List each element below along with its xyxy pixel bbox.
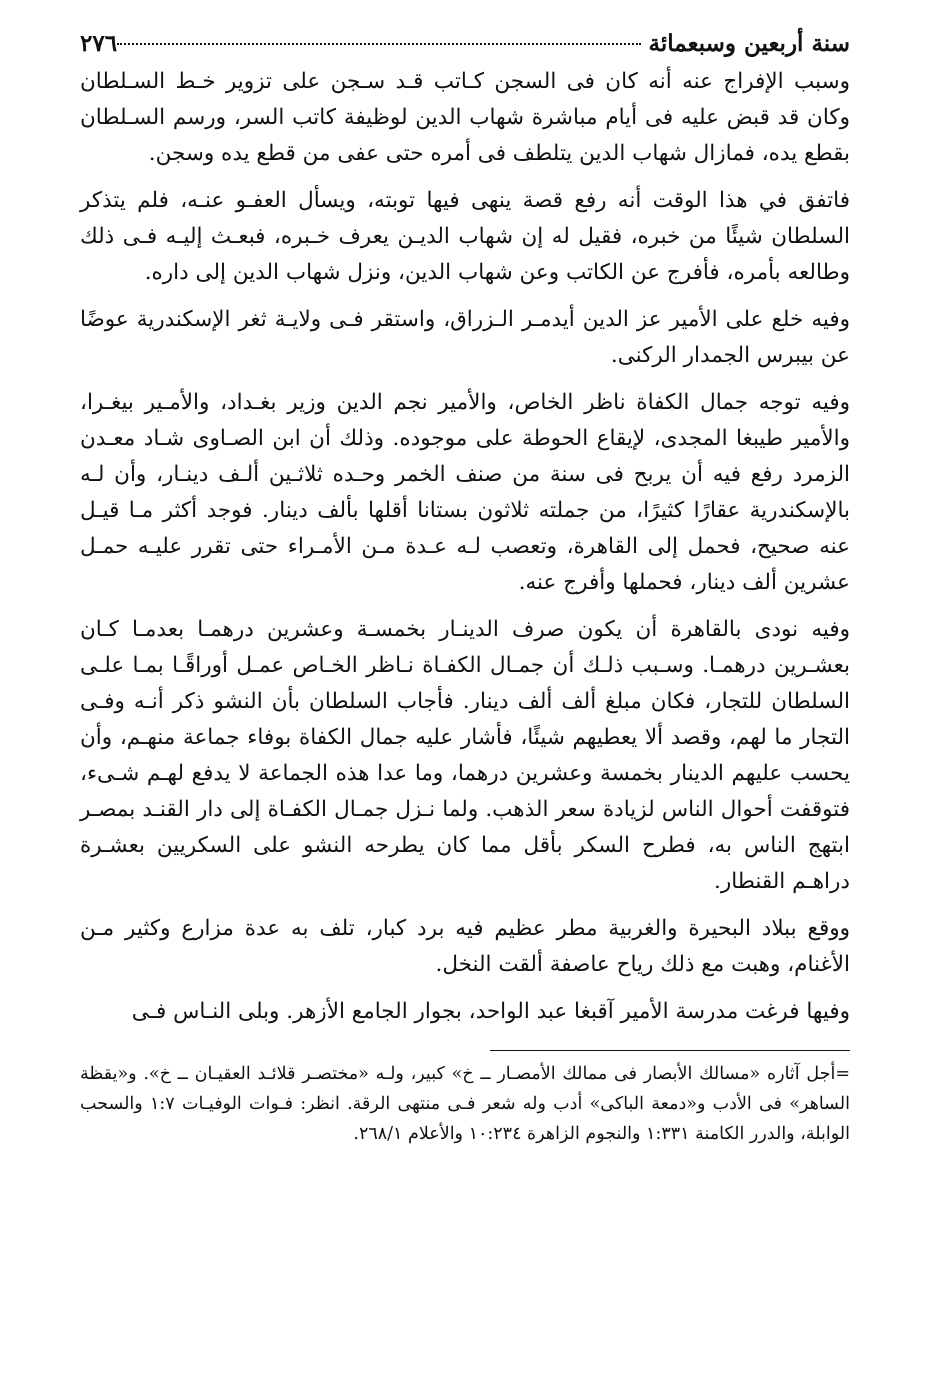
- leader-dots: [117, 42, 640, 45]
- paragraph: وفيه توجه جمال الكفاة ناظر الخاص، والأمير نجم الدين وزير بغـداد، والأمـير بيغـرا، والأمير طيبغا المجدى، لإيقاع الحوطة على موجوده. وذلك أن ابن الصـاوى شـاد معـدن الزمرد رفع فيه أن يربح فى سنة من صنف الخمر وحـده ثلاثـين ألـف دينـار، وأن لـه بالإسكندرية عقارًا كثيرًا، من جملته ثلاثون بستانا أقلها بألف دينار. فوجد أكثر مـا قيـل عنه صحيح، فحمل إلى القاهرة، وتعصب لـه عـدة مـن الأمـراء حتى تقرر عليـه حمـل عشرين ألف دينار، فحملها وأفرج عنه.: [80, 390, 850, 595]
- chapter-title: سنة أربعين وسبعمائة: [648, 30, 850, 57]
- paragraph: وسبب الإفراج عنه أنه كان فى السجن كـاتب قـد سـجن على تزوير خـط السـلطان وكان قد قبض عليه فى أيام مباشرة شهاب الدين لوظيفة كاتب السر، ورسم السـلطان بقطع يده، فمازال شهاب الدين يتلطف فى أمره حتى عفى من قطع يده وسجن.: [80, 69, 850, 166]
- footnote-divider: [490, 1050, 850, 1051]
- paragraph: وفيه نودى بالقاهرة أن يكون صرف الدينـار بخمسـة وعشرين درهمـا بعدمـا كـان بعشـرين درهمـا. وسـبب ذلـك أن جمـال الكفـاة نـاظر الخـاص عمـل أوراقًـا بمـا علـى السلطان للتجار، فكان مبلغ ألف ألف دينار. فأجاب السلطان بأن النشو ذكر أنـه وفـى التجار ما لهم، وقصد ألا يعطيهم شيئًا، فأشار عليه جمال الكفاة بوفاء جماعة منهـم، وأن يحسب عليهم الدينار بخمسة وعشرين درهما، وما عدا هذه الجماعة لا يدفع لهـم شـىء، فتوقفت أحوال الناس لزيادة سعر الذهب. ولما نـزل جمـال الكفـاة إلى دار القنـد بمصـر ابتهج الناس به، فطرح السكر بأقل مما كان يطرحه النشو على السكريين بعشـرة دراهـم القنطار.: [80, 617, 850, 894]
- paragraph: وفيه خلع على الأمير عز الدين أيدمـر الـزراق، واستقر فـى ولايـة ثغر الإسكندرية عوضًا عن بيبرس الجمدار الركنى.: [80, 307, 850, 368]
- footnotes: [80, 1059, 850, 1149]
- footnote-text: =أجل آثاره «مسالك الأبصار فى ممالك الأمصـار ــ خ» كبير، ولـه «مختصـر قلائـد العقيـان ــ خ». و«يقظة الساهر» فى الأدب و«دمعة الباكى» أدب وله شعر فـى منتهى الرقة. انظر: فـوات الوفيـات ١:٧ والسحب الوابلة، والدرر الكامنة ١:٣٣١ والنجوم الزاهرة ١٠:٢٣٤ والأعلام ٢٦٨/١.: [80, 1064, 850, 1144]
- document-page: [80, 26, 850, 1149]
- paragraph: وفيها فرغت مدرسة الأمير آقبغا عبد الواحد، بجوار الجامع الأزهر. وبلى النـاس فـى: [131, 999, 850, 1024]
- running-head: [80, 26, 850, 64]
- page-number: ٢٧٦: [80, 30, 118, 57]
- main-text: [80, 64, 850, 1030]
- running-head-title-group: [117, 26, 850, 62]
- paragraph: ووقع ببلاد البحيرة والغربية مطر عظيم فيه برد كبار، تلف به عدة مزارع وكثير مـن الأغنام، وهبت مع ذلك رياح عاصفة ألقت النخل.: [80, 916, 850, 977]
- paragraph: فاتفق في هذا الوقت أنه رفع قصة ينهى فيها توبته، ويسأل العفـو عنـه، فلم يتذكر السلطان شيئًا من خبره، فقيل له إن شهاب الديـن يعرف خـبره، فبعـث إليـه فـى ذلك وطالعه بأمره، فأفرج عن الكاتب وعن شهاب الدين، ونزل شهاب الدين إلى داره.: [80, 188, 850, 285]
